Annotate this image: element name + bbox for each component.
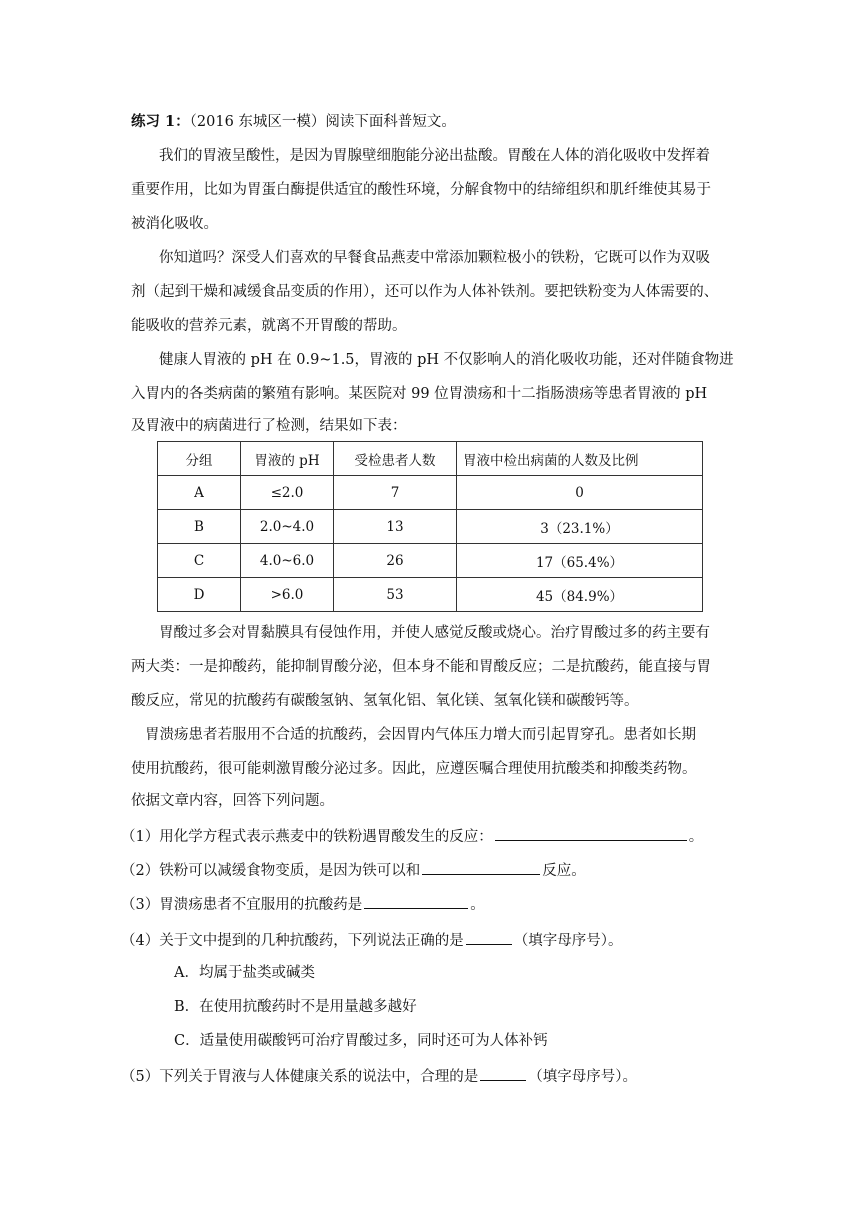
table-cell: >6.0 (241, 578, 334, 612)
paragraph-line: 酸反应，常见的抗酸药有碳酸氢钠、氢氧化铝、氧化镁、氢氧化镁和碳酸钙等。 (131, 693, 639, 709)
paragraph-line: 剂（起到干燥和减缓食品变质的作用），还可以作为人体补铁剂。要把铁粉变为人体需要的、 (131, 284, 719, 300)
question-2 (121, 859, 586, 881)
question-3 (121, 893, 485, 915)
paragraph-line: 胃溃疡患者若服用不合适的抗酸药，会因胃内气体压力增大而引起胃穿孔。患者如长期 (145, 727, 696, 743)
paragraph-line: 健康人胃液的 pH 在 0.9~1.5，胃液的 pH 不仅影响人的消化吸收功能，还对伴随食物进 (159, 352, 734, 368)
table-cell: 13 (334, 510, 457, 544)
question-suffix: （填字母序号）。 (528, 1069, 637, 1085)
exercise-label: 练习 1： (131, 113, 190, 130)
option-c: C．适量使用碳酸钙可治疗胃酸过多，同时还可为人体补钙 (174, 1033, 548, 1049)
question-text: （5）下列关于胃液与人体健康关系的说法中，合理的是 (121, 1069, 479, 1085)
exercise-intro: （2016 东城区一模）阅读下面科普短文。 (189, 114, 456, 130)
table-cell: C (158, 544, 241, 578)
paragraph-line: 能吸收的营养元素，就离不开胃酸的帮助。 (131, 318, 407, 334)
table-cell: 7 (334, 476, 457, 510)
paragraph-line: 及胃液中的病菌进行了检测，结果如下表： (131, 418, 407, 434)
question-4 (121, 929, 622, 951)
paragraph-line: 两大类：一是抑酸药，能抑制胃酸分泌，但本身不能和胃酸反应；二是抗酸药，能直接与胃 (131, 659, 711, 675)
question-5 (121, 1065, 637, 1087)
paragraph-line: 重要作用，比如为胃蛋白酶提供适宜的酸性环境，分解食物中的结缔组织和肌纤维使其易于 (131, 182, 711, 198)
table-cell: ≤2.0 (241, 476, 334, 510)
option-a: A．均属于盐类或碱类 (174, 965, 315, 981)
question-suffix: 反应。 (542, 863, 586, 879)
table-cell: 17（65.4%） (457, 544, 703, 578)
question-text: （2）铁粉可以减缓食物变质，是因为铁可以和 (121, 863, 421, 879)
table-cell: B (158, 510, 241, 544)
table-cell: D (158, 578, 241, 612)
option-b: B．在使用抗酸药时不是用量越多越好 (174, 999, 417, 1015)
table-row (158, 510, 703, 544)
paragraph-line: 胃酸过多会对胃黏膜具有侵蚀作用，并使人感觉反酸或烧心。治疗胃酸过多的药主要有 (159, 625, 710, 641)
table-header: 分组 (158, 442, 241, 476)
table-cell: 3（23.1%） (457, 510, 703, 544)
question-text: （1）用化学方程式表示燕麦中的铁粉遇胃酸发生的反应： (121, 829, 493, 845)
answer-blank[interactable] (495, 825, 687, 841)
paragraph-line: 被消化吸收。 (131, 216, 218, 232)
table-header: 胃液的 pH (241, 442, 334, 476)
table-cell: 2.0~4.0 (241, 510, 334, 544)
answer-blank[interactable] (480, 1065, 526, 1081)
paragraph-line: 使用抗酸药，很可能刺激胃酸分泌过多。因此，应遵医嘱合理使用抗酸类和抑酸类药物。 (131, 761, 697, 777)
question-text: （3）胃溃疡患者不宜服用的抗酸药是 (121, 897, 363, 913)
question-text: （4）关于文中提到的几种抗酸药，下列说法正确的是 (121, 933, 464, 949)
table-cell: 45（84.9%） (457, 578, 703, 612)
question-1 (121, 825, 703, 847)
answer-blank[interactable] (364, 893, 468, 909)
table-cell: A (158, 476, 241, 510)
table-cell: 0 (457, 476, 703, 510)
table-row (158, 578, 703, 612)
answer-blank[interactable] (466, 929, 512, 945)
exercise-heading (131, 112, 456, 132)
question-suffix: 。 (470, 897, 485, 913)
table-header: 受检患者人数 (334, 442, 457, 476)
instruction-text: 依据文章内容，回答下列问题。 (131, 793, 334, 809)
table-row (158, 476, 703, 510)
table-cell: 4.0~6.0 (241, 544, 334, 578)
paragraph-line: 我们的胃液呈酸性，是因为胃腺壁细胞能分泌出盐酸。胃酸在人体的消化吸收中发挥着 (159, 148, 710, 164)
question-suffix: （填字母序号）。 (513, 933, 623, 949)
paragraph-line: 你知道吗？深受人们喜欢的早餐食品燕麦中常添加颗粒极小的铁粉，它既可以作为双吸 (159, 250, 710, 266)
ph-results-table (157, 441, 703, 612)
table-row (158, 544, 703, 578)
paragraph-line: 入胃内的各类病菌的繁殖有影响。某医院对 99 位胃溃疡和十二指肠溃疡等患者胃液的 pH (131, 386, 708, 402)
question-suffix: 。 (688, 829, 704, 845)
table-cell: 26 (334, 544, 457, 578)
table-cell: 53 (334, 578, 457, 612)
table-header-row (158, 442, 703, 476)
table-header: 胃液中检出病菌的人数及比例 (457, 442, 703, 476)
answer-blank[interactable] (422, 859, 540, 875)
